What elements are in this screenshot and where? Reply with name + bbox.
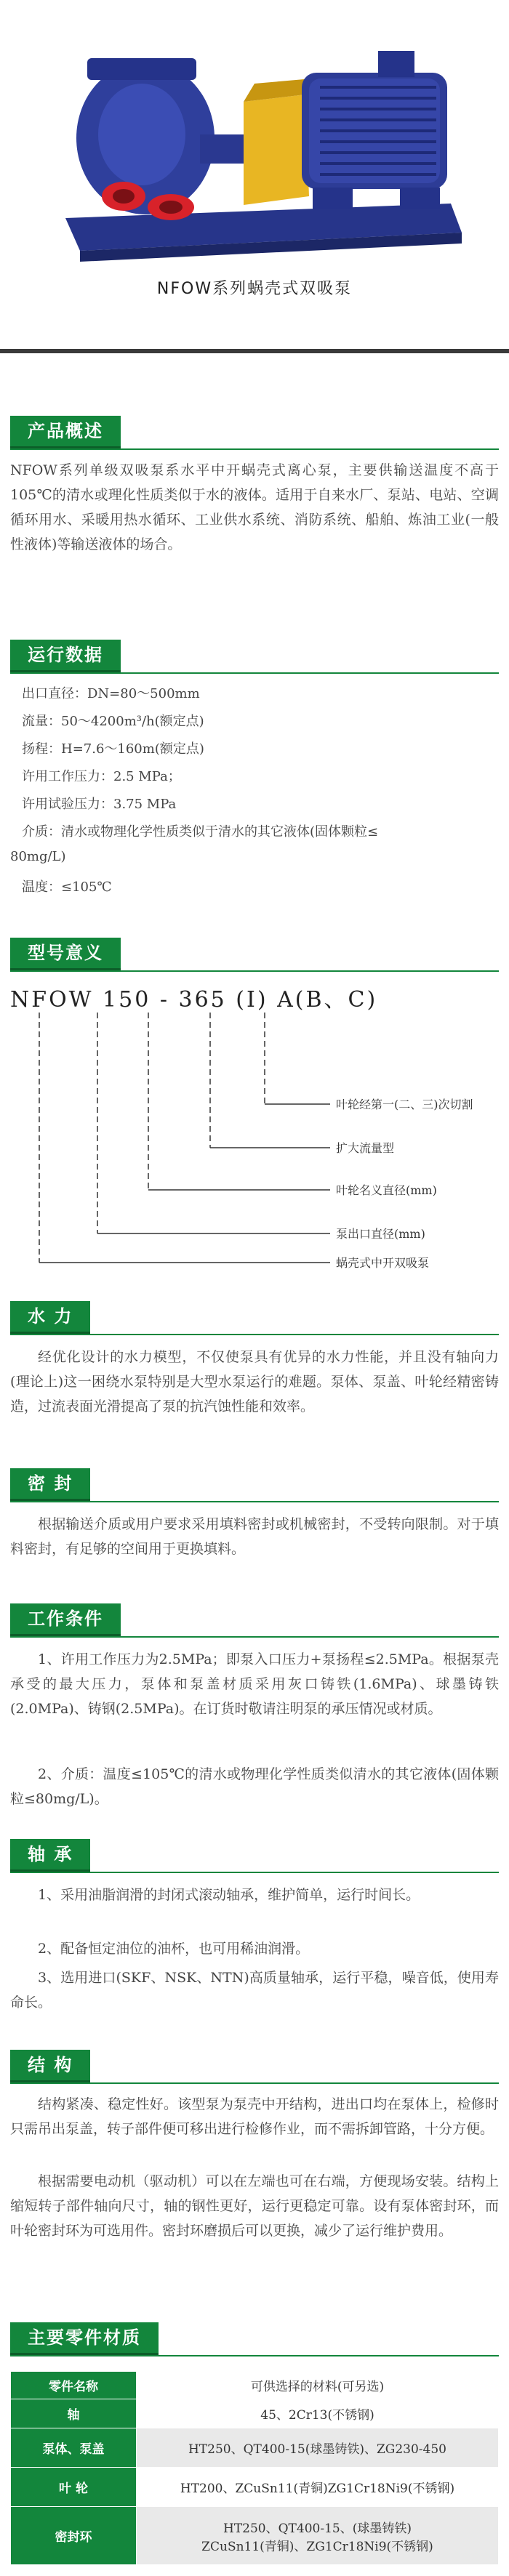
section-heading-seal: 密 封 (10, 1468, 90, 1501)
model-label: 叶轮经第一(二、三)次切割 (336, 1098, 473, 1111)
seal-text: 根据输送介质或用户要求采用填料密封或机械密封，不受转向限制。对于填料密封，有足够的空间用于更换填料。 (10, 1516, 499, 1557)
section-heading-hydraulics: 水 力 (10, 1301, 90, 1334)
section-rule (10, 970, 499, 972)
part-name: 轴 (11, 2399, 137, 2428)
op-line: 许用工作压力：2.5 MPa； (22, 769, 181, 784)
bearing-p1: 1、采用油脂润滑的封闭式滚动轴承，维护简单，运行时间长。 (38, 1887, 420, 1903)
op-line: 流量：50～4200m³/h(额定点) (22, 714, 204, 729)
part-material: HT200、ZCuSn11(青铜)ZG1Cr18Ni9(不锈钢) (137, 2468, 499, 2507)
op-line: 出口直径：DN=80～500mm (22, 686, 200, 701)
table-header-cell: 可供选择的材料(可另选) (137, 2372, 499, 2399)
section-heading-conditions: 工作条件 (10, 1603, 121, 1636)
conditions-p2: 2、介质：温度≤105℃的清水或物理化学性质类似清水的其它液体(固体颗粒≤80mg/L)。 (10, 1766, 499, 1807)
part-name: 叶 轮 (11, 2468, 137, 2507)
section-rule (10, 1872, 499, 1873)
table-row (11, 2399, 499, 2428)
table-row (11, 2468, 499, 2507)
materials-table (10, 2371, 499, 2565)
product-caption: NFOW系列蜗壳式双吸泵 (156, 280, 353, 298)
table-header-cell: 零件名称 (11, 2372, 137, 2399)
section-rule (10, 1334, 499, 1335)
conditions-p1: 1、许用工作压力为2.5MPa；即泵入口压力+泵扬程≤2.5MPa。根据泵壳承受的最大压力，泵体和泵盖材质采用灰口铸铁(1.6MPa)、球墨铸铁(2.0MPa)、铸钢(2.5MPa)。在订货时敬请注明泵的承压情况或材质。 (10, 1651, 499, 1717)
section-rule (10, 672, 499, 674)
section-rule (10, 2082, 499, 2084)
overview-text: NFOW系列单级双吸泵系水平中开蜗壳式离心泵，主要供输送温度不高于105℃的清水或理化性质类似于水的液体。适用于自来水厂、泵站、电站、空调循环用水、采暖用热水循环、工业供水系统、消防系统、船舶、炼油工业(一般性液体)等输送液体的场合。 (10, 462, 499, 552)
section-heading-operating: 运行数据 (10, 640, 121, 672)
model-label: 蜗壳式中开双吸泵 (336, 1256, 430, 1270)
model-code: NFOW 150 - 365 (I) A(B、C) (10, 987, 378, 1013)
section-heading-model: 型号意义 (10, 938, 121, 970)
bearing-p2: 2、配备恒定油位的油杯，也可用稀油润滑。 (38, 1941, 310, 1957)
pump-illustration (58, 15, 465, 262)
structure-p2: 根据需要电动机（驱动机）可以在左端也可在右端，方便现场安装。结构上缩短转子部件轴向尺寸，轴的钢性更好，运行更稳定可靠。设有泵体密封环，而叶轮密封环为可选用件。密封环磨损后可以更换，减少了运行维护费用。 (10, 2173, 499, 2239)
model-label: 扩大流量型 (336, 1141, 395, 1155)
structure-p1: 结构紧凑、稳定性好。该型泵为泵壳中开结构，进出口均在泵体上，检修时只需吊出泵盖，转子部件便可移出进行检修作业，而不需拆卸管路，十分方便。 (10, 2096, 499, 2137)
section-rule (10, 448, 499, 450)
section-heading-overview: 产品概述 (10, 416, 121, 448)
table-row (11, 2428, 499, 2468)
section-rule (10, 1636, 499, 1638)
part-material: 45、2Cr13(不锈钢) (137, 2399, 499, 2428)
section-heading-bearing: 轴 承 (10, 1839, 90, 1872)
op-line: 介质：清水或物理化学性质类似于清水的其它液体(固体颗粒≤ (22, 824, 379, 840)
model-label: 泵出口直径(mm) (336, 1227, 425, 1241)
part-name: 泵体、泵盖 (11, 2428, 137, 2468)
bearing-p3: 3、选用进口(SKF、NSK、NTN)高质量轴承，运行平稳，噪音低，使用寿命长。 (10, 1970, 499, 2011)
section-heading-structure: 结 构 (10, 2050, 90, 2082)
hydraulics-text: 经优化设计的水力模型，不仅使泵具有优异的水力性能，并且没有轴向力(理论上)这一困绕水泵特别是大型水泵运行的难题。泵体、泵盖、叶轮经精密铸造，过流表面光滑提高了泵的抗汽蚀性能和效率。 (10, 1349, 499, 1414)
section-rule (10, 2355, 499, 2356)
part-material: HT250、QT400-15、(球墨铸铁) ZCuSn11(青铜)、ZG1Cr18Ni9(不锈钢) (137, 2507, 499, 2565)
section-rule (10, 1501, 499, 1502)
model-diagram (10, 1007, 499, 1268)
op-line: 扬程：H=7.6～160m(额定点) (22, 741, 204, 757)
table-row (11, 2507, 499, 2565)
op-line: 80mg/L) (10, 849, 66, 864)
section-heading-materials: 主要零件材质 (10, 2322, 159, 2355)
table-header-row (11, 2372, 499, 2399)
divider (0, 349, 509, 353)
part-material: HT250、QT400-15(球墨铸铁)、ZG230-450 (137, 2428, 499, 2468)
product-photo (0, 0, 509, 262)
op-line: 许用试验压力：3.75 MPa (22, 797, 177, 812)
op-line: 温度：≤105℃ (22, 880, 112, 895)
part-name: 密封环 (11, 2507, 137, 2565)
model-label: 叶轮名义直径(mm) (336, 1183, 437, 1197)
